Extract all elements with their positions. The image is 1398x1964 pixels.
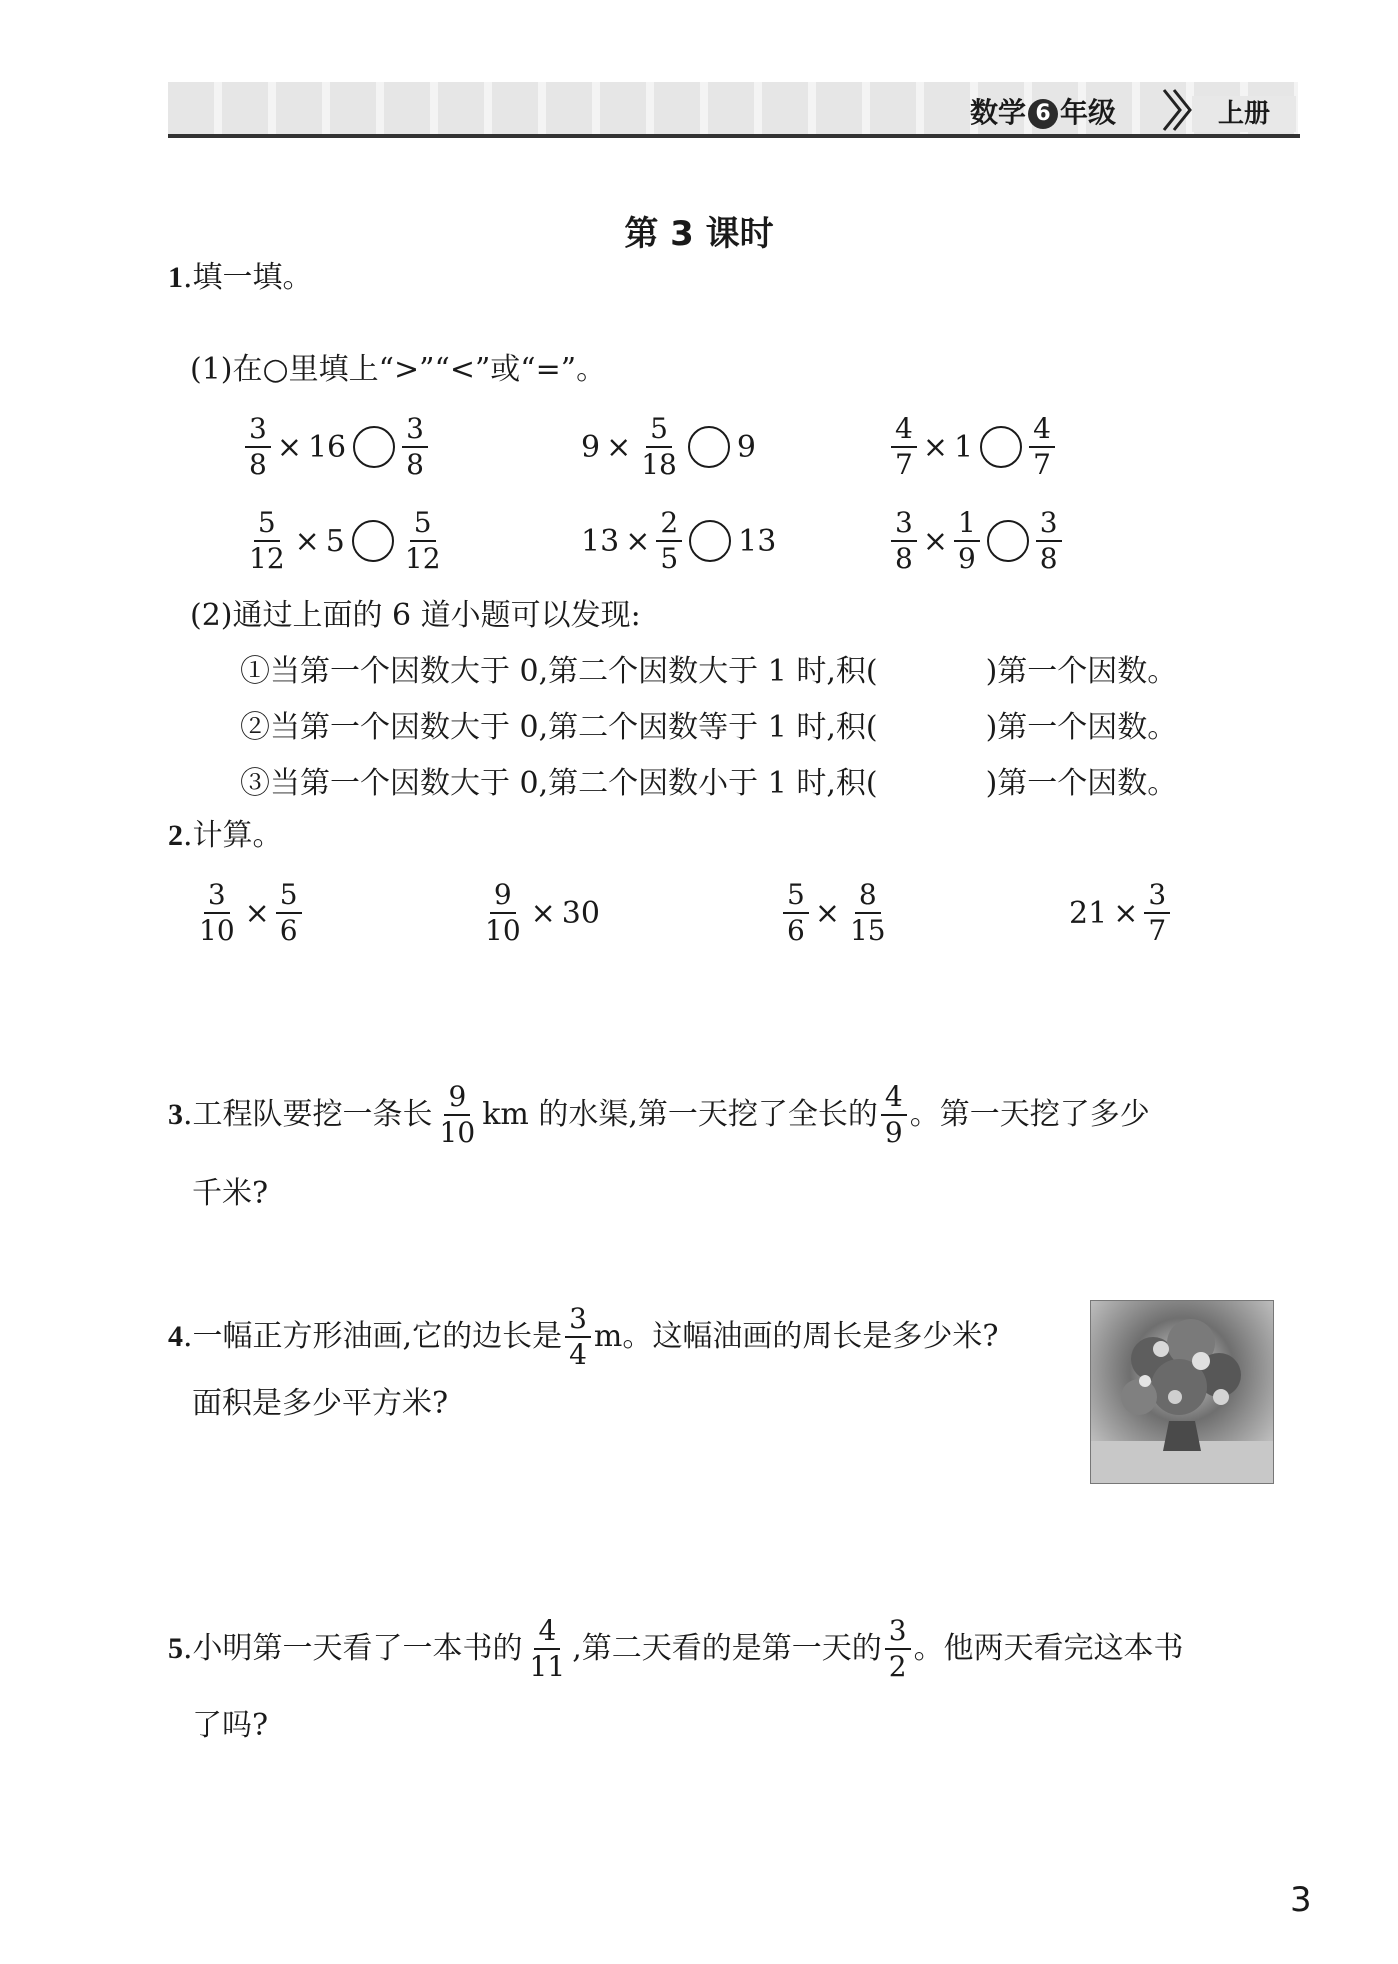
q1-item-3: $\frac{4}{7}$ × 1 $\frac{4}{7}$ xyxy=(888,412,1058,482)
q2-heading xyxy=(168,816,283,856)
page-number: 3 xyxy=(1290,1880,1312,1920)
q4-number: 4 xyxy=(168,1320,183,1353)
q2-item-4: 21 × $\frac{3}{7}$ xyxy=(1066,878,1173,948)
q1-title: .填一填。 xyxy=(183,260,313,295)
q5-line-1: 5 .小明第一天看了一本书的 $\frac{4}{11}$ ,第二天看的是第一天的 $\frac{3}{2}$ 。他两天看完这本书 xyxy=(168,1614,1184,1683)
answer-circle[interactable] xyxy=(987,520,1029,562)
chevron-right-icon xyxy=(1160,84,1194,136)
fraction: $\frac{4}{9}$ xyxy=(881,1080,907,1150)
q4-line-2: 面积是多少平方米? xyxy=(192,1386,449,1421)
fraction: $\frac{3}{8}$ xyxy=(245,412,271,482)
fraction: $\frac{2}{5}$ xyxy=(656,506,682,576)
fraction: $\frac{3}{7}$ xyxy=(1144,878,1170,948)
q2-item-3: $\frac{5}{6}$ × $\frac{8}{15}$ xyxy=(780,878,893,948)
fraction: $\frac{3}{4}$ xyxy=(565,1302,591,1372)
q1-finding-2: ②当第一个因数大于 0,第二个因数等于 1 时,积( )第一个因数。 xyxy=(240,710,1178,745)
q1-number: 1 xyxy=(168,261,183,294)
fraction: $\frac{3}{8}$ xyxy=(402,412,428,482)
q2-item-1: $\frac{3}{10}$ × $\frac{5}{6}$ xyxy=(192,878,305,948)
q5-line-2: 了吗? xyxy=(192,1708,269,1743)
fraction: $\frac{5}{12}$ xyxy=(404,506,441,575)
fraction: $\frac{3}{2}$ xyxy=(885,1614,911,1684)
fraction: $\frac{9}{10}$ xyxy=(485,878,521,947)
q1-item-5: 13 × $\frac{2}{5}$ 13 xyxy=(581,506,777,575)
q1-part2-prompt: (2)通过上面的 6 道小题可以发现: xyxy=(190,598,641,633)
q2-item-2: $\frac{9}{10}$ × 30 xyxy=(478,878,603,948)
fraction: $\frac{4}{7}$ xyxy=(1029,412,1055,482)
fraction: $\frac{4}{11}$ xyxy=(529,1614,566,1683)
q3-line-1: 3 .工程队要挖一条长 $\frac{9}{10}$ km 的水渠,第一天挖了全长的 $\frac{4}{9}$ 。第一天挖了多少 xyxy=(168,1080,1150,1149)
q1-item-1: $\frac{3}{8}$ × 16 $\frac{3}{8}$ xyxy=(242,412,431,482)
q3-number: 3 xyxy=(168,1098,183,1131)
grade-number-badge: 6 xyxy=(1028,99,1058,129)
lesson-title: 第 3 课时 xyxy=(624,214,774,254)
answer-circle[interactable] xyxy=(980,426,1022,468)
q1-heading xyxy=(168,258,313,298)
answer-circle[interactable] xyxy=(689,520,731,562)
q3-line-2: 千米? xyxy=(192,1176,269,1211)
q5-number: 5 xyxy=(168,1632,183,1665)
subject: 数学 xyxy=(970,96,1027,129)
volume-label: 上册 xyxy=(1192,96,1296,132)
fraction: $\frac{5}{12}$ xyxy=(249,506,285,575)
q1-item-6: $\frac{3}{8}$ × $\frac{1}{9}$ $\frac{3}{8}$ xyxy=(888,506,1065,576)
fraction: $\frac{4}{7}$ xyxy=(891,412,917,482)
q1-finding-3: ③当第一个因数大于 0,第二个因数小于 1 时,积( )第一个因数。 xyxy=(240,766,1178,801)
header-rule xyxy=(168,134,1300,138)
fraction: $\frac{3}{8}$ xyxy=(1036,506,1062,576)
flower-painting-image xyxy=(1090,1300,1274,1484)
q1-item-2: 9 × $\frac{5}{18}$ 9 xyxy=(581,412,756,481)
q1-part1-prompt: (1)在○里填上“>”“<”或“=”。 xyxy=(190,352,607,387)
answer-circle[interactable] xyxy=(688,426,730,468)
answer-circle[interactable] xyxy=(352,520,394,562)
fraction: $\frac{5}{18}$ xyxy=(641,412,677,481)
fraction: $\frac{3}{8}$ xyxy=(891,506,917,576)
header-band xyxy=(168,82,1298,134)
fraction: $\frac{5}{6}$ xyxy=(783,878,809,948)
fraction: $\frac{8}{15}$ xyxy=(849,878,886,947)
grade-suffix: 年级 xyxy=(1060,96,1117,129)
q1-finding-1: ①当第一个因数大于 0,第二个因数大于 1 时,积( )第一个因数。 xyxy=(240,654,1178,689)
fraction: $\frac{1}{9}$ xyxy=(954,506,980,576)
fraction: $\frac{5}{6}$ xyxy=(276,878,302,948)
q4-line-1: 4 .一幅正方形油画,它的边长是 $\frac{3}{4}$ m。这幅油画的周长是多少米? xyxy=(168,1302,999,1371)
fraction: $\frac{3}{10}$ xyxy=(199,878,235,947)
header-subject-grade xyxy=(970,96,1116,130)
fraction: $\frac{9}{10}$ xyxy=(439,1080,476,1149)
answer-circle[interactable] xyxy=(353,426,395,468)
q2-title: .计算。 xyxy=(183,818,283,853)
q2-number: 2 xyxy=(168,819,183,852)
q1-item-4: $\frac{5}{12}$ × 5 $\frac{5}{12}$ xyxy=(242,506,448,576)
